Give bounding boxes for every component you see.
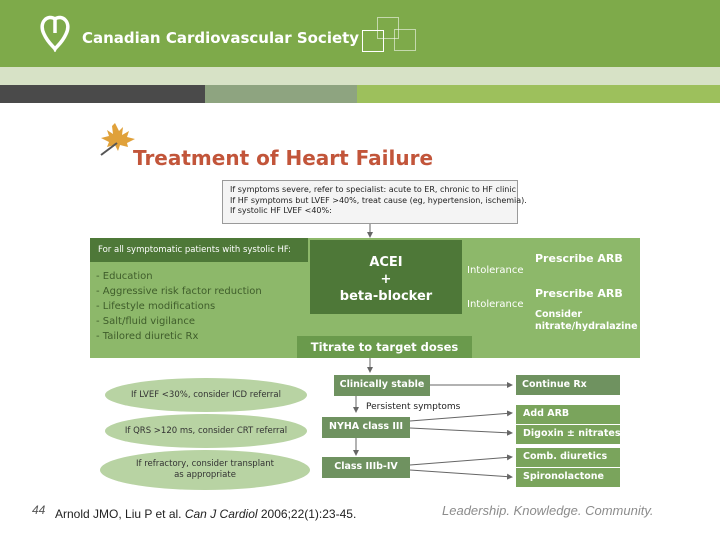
list-item: - Lifestyle modifications [96,301,216,312]
systolic-hf-heading: For all symptomatic patients with systolic HF: [90,238,308,262]
icd-referral-oval: If LVEF <30%, consider ICD referral [105,378,307,412]
org-name: Canadian Cardiovascular Society [82,29,360,47]
clinically-stable-box: Clinically stable [334,375,430,396]
consider-line: Consider [535,309,583,320]
consider-line: nitrate/hydralazine [535,321,638,332]
consider-nitrate [535,309,638,333]
persistent-symptoms-label: Persistent symptoms [366,402,461,412]
continue-rx-box: Continue Rx [516,375,620,395]
instruction-line: If HF symptoms but LVEF >40%, treat cause (eg, hypertension, ischemia). [230,195,527,205]
citation-volume: 2006;22(1):23-45. [257,507,357,521]
nyha-class-3-box: NYHA class III [322,417,410,438]
list-item: - Aggressive risk factor reduction [96,286,262,297]
intolerance-label-1: Intolerance [467,265,524,276]
transplant-line: as appropriate [174,470,236,480]
slide-title: Treatment of Heart Failure [133,146,434,170]
plus-label: + [380,272,392,287]
spironolactone-box: Spironolactone [516,468,620,487]
list-item: - Education [96,271,153,282]
instruction-line: If symptoms severe, refer to specialist: acute to ER, chronic to HF clinic [230,185,516,194]
slide-number: 44 [32,503,46,517]
beta-blocker-label: beta-blocker [339,289,433,304]
class-3b-4-box: Class IIIb-IV [322,457,410,478]
citation-journal: Can J Cardiol [184,507,258,521]
crt-referral-oval: If QRS >120 ms, consider CRT referral [105,414,307,448]
instruction-line: If systolic HF LVEF <40%: [230,206,332,215]
arrow-class3b-to-comb [410,457,512,465]
list-item: - Salt/fluid vigilance [96,316,195,327]
intolerance-label-2: Intolerance [467,299,524,310]
acei-label: ACEI [369,255,403,270]
comb-diuretics-box: Comb. diuretics [516,448,620,467]
prescribe-arb-1: Prescribe ARB [535,252,623,265]
transplant-line: If refractory, consider transplant [136,459,274,469]
citation-authors: Arnold JMO, Liu P et al. [55,507,185,521]
severity-instructions-box [222,180,527,224]
add-arb-box: Add ARB [516,405,620,424]
arrow-class3b-to-spiro [410,470,512,477]
list-item: - Tailored diuretic Rx [96,331,199,342]
slogan: Leadership. Knowledge. Community. [442,503,654,518]
digoxin-box: Digoxin ± nitrates [516,425,620,444]
arrow-nyha-to-digoxin [410,428,512,433]
arrow-nyha-to-addarb [410,413,512,421]
prescribe-arb-2: Prescribe ARB [535,287,623,300]
acei-beta-blocker-box [310,240,462,314]
titrate-box: Titrate to target doses [297,336,472,358]
transplant-oval [100,450,310,490]
citation [55,507,356,521]
